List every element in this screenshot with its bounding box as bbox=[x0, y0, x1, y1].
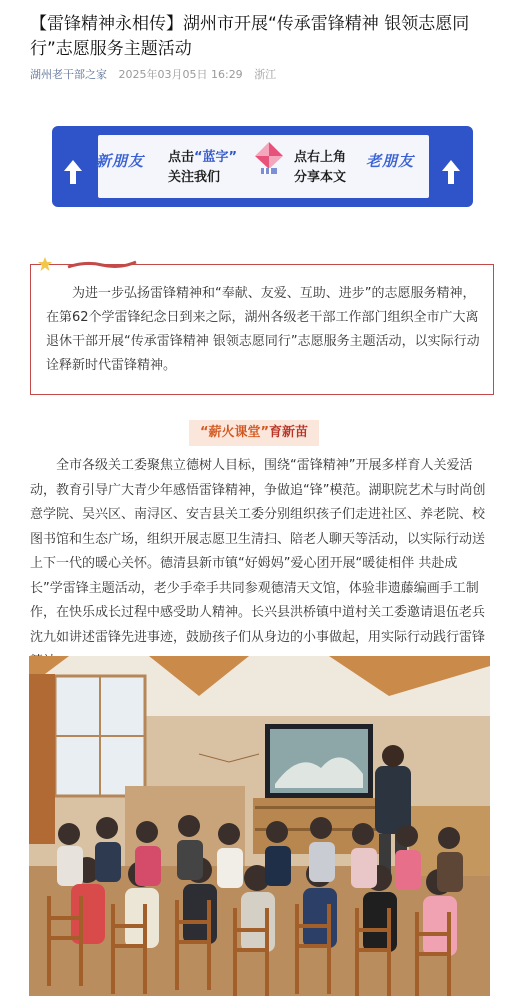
star-icon bbox=[37, 256, 53, 272]
follow-share-banner[interactable] bbox=[52, 126, 473, 207]
classroom-photo bbox=[29, 656, 490, 996]
click-blue-text bbox=[168, 146, 237, 165]
new-friend-tag: 新朋友 bbox=[96, 152, 145, 170]
old-friend-tag: 老朋友 bbox=[366, 152, 415, 170]
follow-us-text: 关注我们 bbox=[168, 170, 221, 185]
top-right-corner-text: 点右上角 bbox=[294, 150, 347, 165]
blue-word-label: “蓝字” bbox=[194, 150, 238, 165]
article-title: 【雷锋精神永相传】湖州市开展“传承雷锋精神 银领志愿同行”志愿服务主题活动 bbox=[30, 14, 470, 59]
article-meta bbox=[30, 66, 276, 82]
umbrella-icon bbox=[252, 139, 286, 175]
section-heading bbox=[189, 420, 319, 446]
body-paragraph: 全市各级关工委聚焦立德树人目标，围绕“雷锋精神”开展多样育人关爱活动，教育引导广大青少年感悟雷锋精神，争做追“锋”模范。湖职院艺术与时尚创意学院、吴兴区、南浔区、安吉县关工委分别组织孩子们走进社区、养老院、校图书馆和生态广场，组织开展志愿卫生清扫、陪老人聊天等活动，以实际行动送上下一代的暖心关怀。德清县新市镇“好姆妈”爱心团开展“暖徒相伴 共赴成长”学雷锋主题活动，老少手牵手共同参观德清天文馆，体验非遗藤编画手工制作，在快乐成长过程中感受助人精神。长兴县洪桥镇中道村关工委邀请退伍老兵沈九如讲述雷锋先进事迹，鼓励孩子们从身边的小事做起，用实际行动践行雷锋 bbox=[30, 458, 486, 645]
intro-paragraph: 为进一步弘扬雷锋精神和“奉献、友爱、互助、进步”的志愿服务精神，在第62个学雷锋纪念日到来之际，湖州各级老干部工作部门组织全市广大离退休干部开展“传承雷锋精神 银领志愿同行”志愿服务主题活动，以实际行动诠释新时代雷锋精神。 bbox=[46, 286, 480, 373]
section-heading-quoted: “薪火课堂” bbox=[199, 425, 270, 440]
publish-location: 浙江 bbox=[254, 68, 277, 81]
ribbon-decoration-icon bbox=[66, 259, 138, 271]
click-label: 点击 bbox=[168, 150, 195, 165]
account-name-link[interactable]: 湖州老干部之家 bbox=[30, 68, 107, 81]
share-article-text: 分享本文 bbox=[294, 170, 347, 185]
publish-time: 2025年03月05日 16:29 bbox=[118, 68, 243, 81]
section-heading-rest: 育新苗 bbox=[269, 425, 309, 440]
